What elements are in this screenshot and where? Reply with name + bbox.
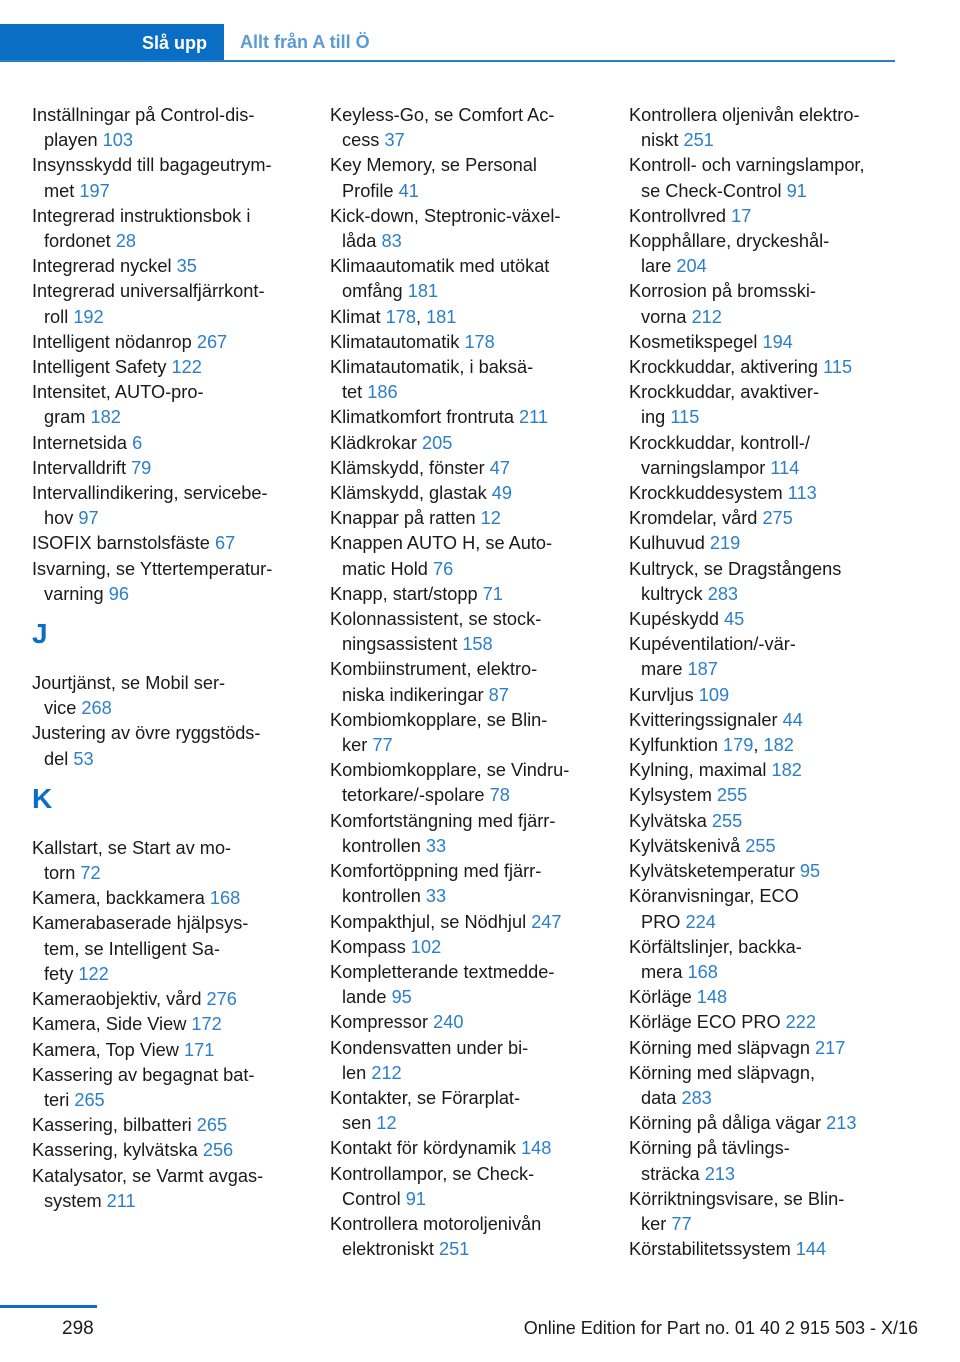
footer-rule: [0, 1305, 97, 1308]
index-entry: Kompressor 240: [330, 1012, 464, 1033]
index-entry: Körning med släpvagn, data 283: [629, 1062, 816, 1108]
page-link[interactable]: 6: [132, 432, 143, 453]
page-link[interactable]: 115: [823, 357, 853, 378]
index-entry: Kallstart, se Start av mo- torn 72: [32, 837, 232, 884]
index-entry: Inställningar på Control-dis- playen 103: [32, 105, 255, 151]
index-entry: Körstabilitetssystem 144: [629, 1239, 827, 1260]
index-entry: Klämskydd, glastak 49: [330, 483, 512, 504]
page-link[interactable]: 283: [681, 1087, 712, 1108]
index-entry: Knapp, start/stopp 71: [330, 583, 503, 604]
index-entry: Kassering av begagnat bat- teri 265: [32, 1064, 255, 1110]
page-link[interactable]: 182: [90, 407, 121, 428]
page-link[interactable]: 148: [521, 1138, 552, 1159]
tab-allt-fran-a-till-o[interactable]: Allt från A till Ö: [240, 31, 370, 52]
index-entry: Klimatkomfort frontruta 211: [330, 407, 549, 428]
page-link[interactable]: 44: [782, 709, 803, 730]
page-link[interactable]: 115: [670, 407, 700, 428]
index-entry: Krockkuddar, aktivering 115: [629, 357, 853, 378]
page-link[interactable]: 114: [770, 457, 800, 478]
page-link[interactable]: 256: [202, 1140, 234, 1161]
index-entry: Integrerad nyckel 35: [32, 256, 197, 277]
page-link[interactable]: 171: [183, 1039, 215, 1060]
index-entry: Kylvätskenivå 255: [629, 835, 776, 856]
page-link[interactable]: 251: [439, 1239, 470, 1260]
page-link[interactable]: 172: [191, 1014, 222, 1035]
page-link[interactable]: 102: [410, 936, 442, 957]
index-column-1: [32, 103, 302, 1214]
page-link[interactable]: 212: [371, 1062, 402, 1083]
index-entry: Kvitteringssignaler 44: [629, 709, 803, 730]
index-entry: Klämskydd, fönster 47: [330, 457, 510, 478]
page-link[interactable]: 268: [81, 698, 112, 719]
index-entry: Kopphållare, dryckeshål- lare 204: [629, 231, 830, 277]
page-link[interactable]: 275: [762, 508, 793, 529]
index-entry: Kick-down, Steptronic-växel- låda 83: [330, 205, 561, 252]
page-link[interactable]: 83: [381, 231, 402, 252]
index-entry: Klimaautomatik med utökat omfång 181: [330, 256, 550, 302]
page-link[interactable]: 158: [462, 634, 493, 655]
page-link[interactable]: 267: [196, 331, 228, 352]
index-entry: Kontakter, se Förarplat- sen 12: [330, 1087, 521, 1134]
page-link[interactable]: 148: [696, 987, 728, 1008]
index-entry: Köranvisningar, ECO PRO 224: [629, 886, 799, 932]
index-entry: Katalysator, se Varmt avgas- system 211: [32, 1165, 264, 1211]
page-link[interactable]: 222: [785, 1012, 817, 1033]
index-entry: Kamerabaserade hjälpsys- tem, se Intelligent Sa- fety 122: [32, 913, 249, 984]
page-link[interactable]: 240: [433, 1012, 464, 1033]
page-link[interactable]: 194: [762, 331, 793, 352]
page-link[interactable]: 33: [425, 835, 447, 856]
index-column-3: [629, 103, 904, 1262]
page-link[interactable]: 91: [786, 180, 807, 201]
index-entry: Intervallindikering, servicebe- hov 97: [32, 483, 268, 529]
page-link[interactable]: 251: [683, 130, 714, 151]
index-entry: ISOFIX barnstolsfäste 67: [32, 533, 236, 554]
page-link[interactable]: 265: [74, 1089, 105, 1110]
page-link[interactable]: 113: [787, 483, 817, 504]
index-entry: Isvarning, se Yttertemperatur- varning 96: [32, 558, 273, 604]
index-entry: Integrerad universalfjärrkont- roll 192: [32, 281, 265, 327]
index-entry: Kombiomkopplare, se Blin- ker 77: [330, 709, 548, 756]
index-entry: Kromdelar, vård 275: [629, 508, 793, 529]
page-link[interactable]: 255: [711, 810, 743, 831]
page-link[interactable]: 35: [176, 256, 197, 277]
index-entry: Krockkuddesystem 113: [629, 483, 817, 504]
tab-sla-upp[interactable]: Slå upp: [0, 24, 224, 62]
index-entry: Klimatautomatik, i baksä- tet 186: [330, 357, 534, 403]
index-entry: Kamera, Side View 172: [32, 1014, 222, 1035]
page-link[interactable]: 77: [372, 735, 393, 756]
page-link[interactable]: 71: [482, 583, 503, 604]
index-entry: Kylfunktion 179, 182: [629, 735, 794, 756]
page-link[interactable]: 45: [724, 609, 745, 630]
page-link[interactable]: 182: [763, 735, 794, 756]
index-entry: Intelligent nödanrop 267: [32, 331, 228, 352]
index-entry: Kondensvatten under bi- len 212: [330, 1037, 529, 1083]
page-link[interactable]: 168: [687, 961, 718, 982]
header-rule: [0, 60, 895, 62]
page-link[interactable]: 33: [425, 886, 447, 907]
index-entry: Klimat 178, 181: [330, 306, 457, 327]
page-link[interactable]: 197: [79, 180, 110, 201]
index-entry: Kontrollvred 17: [629, 205, 752, 226]
page-link[interactable]: 122: [171, 357, 202, 378]
page-link[interactable]: 17: [731, 205, 752, 226]
page-link[interactable]: 41: [398, 180, 419, 201]
index-entry: Kontakt för kördynamik 148: [330, 1138, 552, 1159]
page-link[interactable]: 178: [464, 331, 495, 352]
index-entry: Klimatautomatik 178: [330, 331, 495, 352]
page-link[interactable]: 91: [405, 1188, 426, 1209]
page-link[interactable]: 181: [426, 306, 457, 327]
index-entry: Kurvljus 109: [629, 684, 730, 705]
index-entry: Körning med släpvagn 217: [629, 1037, 846, 1058]
index-entry: Kupéskydd 45: [629, 609, 745, 630]
index-entry: Kontrollampor, se Check- Control 91: [330, 1163, 535, 1209]
chapter-header: [0, 24, 895, 62]
index-entry: Körning på tävlings- sträcka 213: [629, 1138, 790, 1184]
index-entry: Intervalldrift 79: [32, 457, 152, 478]
index-entry: Komfortstängning med fjärr- kontrollen 33: [330, 810, 556, 856]
index-entry: Jourtjänst, se Mobil ser- vice 268: [32, 673, 226, 719]
index-entry: Körläge ECO PRO 222: [629, 1012, 817, 1033]
page-link[interactable]: 192: [73, 306, 104, 327]
page-link[interactable]: 219: [709, 533, 741, 554]
index-entry: Kontrollera motoroljenivån elektroniskt 251: [330, 1213, 542, 1260]
index-entry: Justering av övre ryggstöds- del 53: [32, 723, 261, 769]
index-entry: Komfortöppning med fjärr- kontrollen 33: [330, 861, 542, 907]
page-link[interactable]: 12: [376, 1113, 397, 1134]
page-link[interactable]: 211: [519, 407, 549, 428]
page-link[interactable]: 103: [102, 130, 134, 151]
page-link[interactable]: 204: [676, 256, 707, 277]
index-entry: Kylning, maximal 182: [629, 760, 802, 781]
index-entry: Kosmetikspegel 194: [629, 331, 793, 352]
edition-note: Online Edition for Part no. 01 40 2 915 503 - X/16: [523, 1318, 918, 1338]
page-link[interactable]: 211: [106, 1190, 136, 1211]
page-link[interactable]: 182: [771, 760, 802, 781]
index-entry: Krockkuddar, kontroll-/ varningslampor 114: [629, 432, 810, 478]
index-entry: Körläge 148: [629, 987, 728, 1008]
index-entry: Kulhuvud 219: [629, 533, 741, 554]
index-entry: Kontroll- och varningslampor, se Check-Control 91: [629, 155, 865, 201]
index-entry: Kolonnassistent, se stock- ningsassistent 158: [330, 609, 542, 655]
index-entry: Kassering, bilbatteri 265: [32, 1115, 228, 1136]
page-link[interactable]: 49: [491, 483, 512, 504]
index-entry: Kompakthjul, se Nödhjul 247: [330, 911, 562, 932]
index-entry: Kombiomkopplare, se Vindru- tetorkare/-spolare 78: [330, 760, 570, 806]
index-entry: Krockkuddar, avaktiver- ing 115: [629, 382, 820, 428]
index-entry: Klädkrokar 205: [330, 432, 453, 453]
page-link[interactable]: 205: [422, 432, 453, 453]
page-link[interactable]: 96: [108, 583, 129, 604]
page-link[interactable]: 78: [489, 785, 510, 806]
index-entry: Kompass 102: [330, 936, 442, 957]
page-link[interactable]: 76: [432, 558, 454, 579]
index-entry: Insynsskydd till bagageutrym- met 197: [32, 155, 272, 201]
index-entry: Knappar på ratten 12: [330, 508, 501, 529]
page-link[interactable]: 213: [704, 1163, 736, 1184]
page-link[interactable]: 95: [799, 861, 821, 882]
index-entry: Kamera, backkamera 168: [32, 888, 241, 909]
index-entry: Keyless-Go, se Comfort Ac- cess 37: [330, 105, 555, 151]
index-column-2: [330, 103, 600, 1262]
page-link[interactable]: 213: [826, 1113, 857, 1134]
page-link[interactable]: 12: [480, 508, 501, 529]
page-link[interactable]: 97: [78, 508, 99, 529]
page-link[interactable]: 255: [716, 785, 748, 806]
index-entry: Kameraobjektiv, vård 276: [32, 989, 237, 1010]
section-letter: J: [32, 618, 48, 650]
page-link[interactable]: 265: [196, 1115, 228, 1136]
page-link[interactable]: 77: [671, 1213, 692, 1234]
page-link[interactable]: 79: [131, 457, 152, 478]
page-link[interactable]: 144: [795, 1239, 827, 1260]
index-entry: Körriktningsvisare, se Blin- ker 77: [629, 1188, 845, 1234]
page-link[interactable]: 181: [407, 281, 439, 302]
page-link[interactable]: 187: [687, 659, 718, 680]
page-link[interactable]: 255: [745, 835, 776, 856]
page-link[interactable]: 72: [80, 863, 101, 884]
index-entry: Knappen AUTO H, se Auto- matic Hold 76: [330, 533, 553, 579]
page-link[interactable]: 67: [214, 533, 236, 554]
index-entry: Körning på dåliga vägar 213: [629, 1113, 857, 1134]
page-link[interactable]: 37: [384, 130, 405, 151]
page-number: 298: [62, 1318, 94, 1339]
page-link[interactable]: 168: [209, 888, 241, 909]
page-link[interactable]: 53: [73, 748, 94, 769]
index-entry: Kylvätska 255: [629, 810, 743, 831]
index-entry: Internetsida 6: [32, 432, 143, 453]
page-link[interactable]: 247: [531, 911, 562, 932]
page-link[interactable]: 47: [489, 457, 510, 478]
index-entry: Kassering, kylvätska 256: [32, 1140, 234, 1161]
index-entry: Körfältslinjer, backka- mera 168: [629, 936, 802, 982]
index-entry: Kontrollera oljenivån elektro- niskt 251: [629, 105, 860, 151]
page-link[interactable]: 178: [385, 306, 416, 327]
page-link[interactable]: 283: [707, 583, 739, 604]
page-link[interactable]: 122: [78, 963, 109, 984]
page-link[interactable]: 87: [488, 684, 509, 705]
index-entry: Intensitet, AUTO-pro- gram 182: [32, 382, 204, 428]
page-link[interactable]: 28: [115, 231, 137, 252]
index-entry: Kultryck, se Dragstångens kultryck 283: [629, 558, 842, 604]
page-link[interactable]: 95: [391, 987, 412, 1008]
index-entry: Intelligent Safety 122: [32, 357, 202, 378]
page-link[interactable]: 276: [206, 989, 237, 1010]
index-entry: Korrosion på bromsski- vorna 212: [629, 281, 816, 327]
page-link[interactable]: 109: [698, 684, 730, 705]
index-entry: Kombiinstrument, elektro- niska indikeringar 87: [330, 659, 538, 705]
page-link[interactable]: 186: [367, 382, 398, 403]
index-entry: Key Memory, se Personal Profile 41: [330, 155, 537, 201]
index-entry: Kylsystem 255: [629, 785, 748, 806]
index-entry: Kamera, Top View 171: [32, 1039, 215, 1060]
section-letter: K: [32, 782, 53, 814]
page-link[interactable]: 212: [691, 306, 722, 327]
page-link[interactable]: 217: [815, 1037, 846, 1058]
index-entry: Kompletterande textmedde- lande 95: [330, 961, 555, 1008]
page-link[interactable]: 224: [685, 911, 716, 932]
index-entry: Kylvätsketemperatur 95: [629, 861, 821, 882]
page-link[interactable]: 179: [723, 735, 754, 756]
index-entry: Kupéventilation/-vär- mare 187: [629, 634, 796, 680]
index-entry: Integrerad instruktionsbok i fordonet 28: [32, 205, 251, 252]
